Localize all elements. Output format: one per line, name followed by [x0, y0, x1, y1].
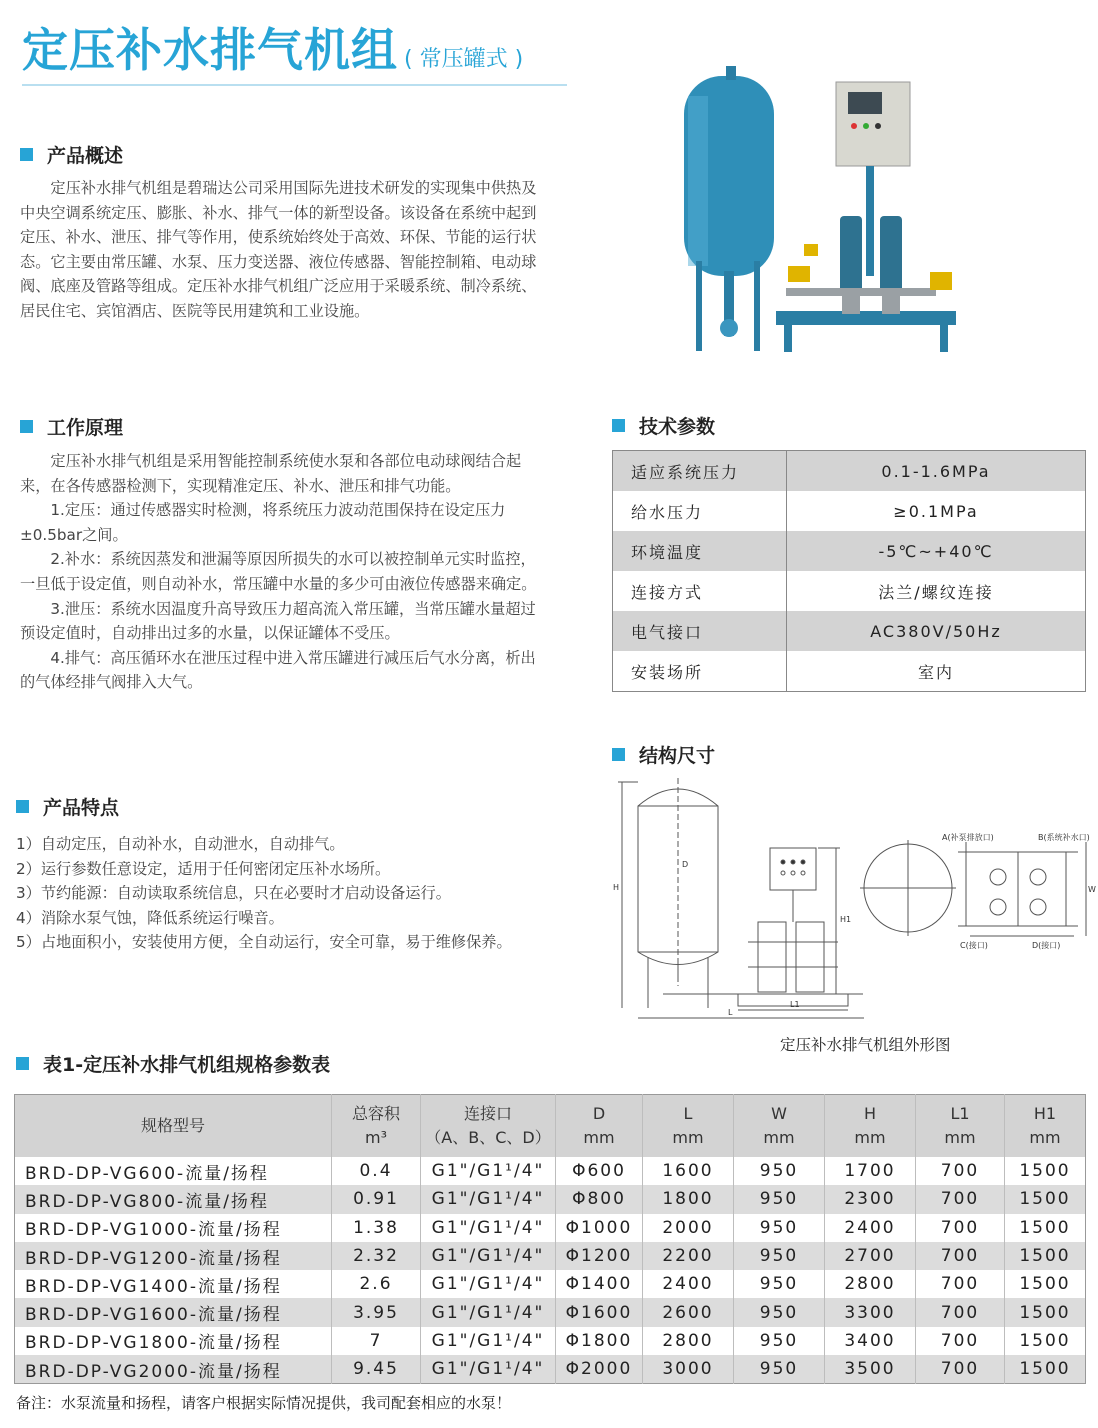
table-cell: 1500: [1005, 1185, 1086, 1213]
table-cell: 1700: [825, 1157, 916, 1185]
tech-value: 室内: [787, 651, 1086, 692]
principle-paragraph: 定压补水排气机组是采用智能控制系统使水泵和各部位电动球阀结合起来，在各传感器检测下，实现精准定压、补水、泄压和排气功能。: [20, 452, 522, 495]
pump-1: [840, 216, 862, 296]
table-cell: G1"/G1¹/4": [421, 1270, 556, 1298]
principle-paragraph: 4.排气：高压循环水在泄压过程中进入常压罐进行减压后气水分离，析出的气体经排气阀排入大气。: [20, 648, 536, 692]
spec-note: 备注：水泵流量和扬程，请客户根据实际情况提供，我司配套相应的水泵！: [16, 1394, 512, 1412]
section-square-icon: [612, 419, 625, 432]
table-cell: 2700: [825, 1242, 916, 1270]
table-cell: 2400: [643, 1270, 734, 1298]
drawing-control-box: [770, 848, 816, 890]
table-cell: 2400: [825, 1214, 916, 1242]
table-cell: 950: [734, 1214, 825, 1242]
overview-paragraph: 定压补水排气机组是碧瑞达公司采用国际先进技术研发的实现集中供热及中央空调系统定压、膨胀、补水、排气一体的新型设备。该设备在系统中起到定压、补水、泄压、排气等作用，使系统始终处于高效、环保、节能的运行状态。它主要由常压罐、水泵、压力变送器、液位传感器、智能控制箱、电动球阀、底座及管路等组成。定压补水排气机组广泛应用于采暖系统、制冷系统、居民住宅、宾馆酒店、医院等民用建筑和工业设施。: [20, 179, 537, 320]
tech-row: [613, 611, 1086, 651]
spec-col-header: L mm: [643, 1095, 734, 1158]
page-title: [22, 20, 523, 90]
principle-heading: [20, 413, 123, 440]
section-square-icon: [612, 748, 625, 761]
table-cell: G1"/G1¹/4": [421, 1185, 556, 1213]
overview-heading: [20, 141, 123, 168]
table-cell: G1"/G1¹/4": [421, 1355, 556, 1384]
table-cell: 1500: [1019, 1274, 1071, 1295]
table-cell: Φ800: [556, 1185, 643, 1213]
table-row: [15, 1355, 1086, 1384]
tech-row: [613, 451, 1086, 492]
table-cell: 1500: [1019, 1330, 1071, 1351]
table-cell: 700: [916, 1270, 1005, 1298]
label-d: D(接口): [1032, 941, 1061, 950]
tech-row: [613, 491, 1086, 531]
section-square-icon: [16, 800, 29, 813]
table-cell: 2800: [643, 1327, 734, 1355]
features-heading: [16, 793, 119, 820]
table-cell: 2800: [825, 1270, 916, 1298]
table-cell: 950: [734, 1355, 825, 1384]
label-h1: H1: [840, 915, 852, 924]
table-cell: 950: [734, 1157, 825, 1185]
table-cell: BRD-DP-VG2000-流量/扬程: [15, 1355, 332, 1384]
table-cell: BRD-DP-VG1200-流量/扬程: [15, 1242, 332, 1270]
label-a: A(补泵排放口): [942, 833, 994, 842]
tech-key: 适应系统压力: [613, 451, 787, 492]
table-cell: 1800: [643, 1185, 734, 1213]
principle-paragraph: 2.补水：系统因蒸发和泄漏等原因所损失的水可以被控制单元实时监控，一旦低于设定值，则自动补水，常压罐中水量的多少可由液位传感器来确定。: [20, 550, 537, 593]
table-cell: BRD-DP-VG800-流量/扬程: [15, 1185, 332, 1213]
table-cell: 3.95: [332, 1298, 421, 1326]
structure-heading: [612, 741, 715, 768]
table-cell: G1"/G1¹/4": [421, 1242, 556, 1270]
product-photo: [676, 66, 976, 362]
table-row: [15, 1185, 1086, 1213]
section-square-icon: [20, 420, 33, 433]
pump-2: [880, 216, 902, 296]
feature-item: 3）节约能源：自动读取系统信息，只在必要时才启动设备运行。: [16, 884, 451, 903]
table-cell: 0.91: [332, 1185, 421, 1213]
table-cell: 2.6: [332, 1270, 421, 1298]
table-cell: BRD-DP-VG1800-流量/扬程: [15, 1327, 332, 1355]
table-cell: G1"/G1¹/4": [421, 1157, 556, 1185]
table-cell: 1500: [1005, 1298, 1086, 1326]
table-cell: BRD-DP-VG1000-流量/扬程: [15, 1214, 332, 1242]
tech-heading: [612, 412, 715, 439]
table-cell: Φ1800: [556, 1327, 643, 1355]
table-cell: Φ1200: [556, 1242, 643, 1270]
table-cell: 700: [916, 1355, 1005, 1384]
table-cell: 3400: [825, 1327, 916, 1355]
tech-key: 电气接口: [613, 611, 787, 651]
table-cell: BRD-DP-VG600-流量/扬程: [15, 1157, 332, 1185]
drawing-pump-1: [758, 922, 786, 992]
label-w: W: [1088, 885, 1096, 894]
table-cell: 950: [734, 1270, 825, 1298]
table-cell: 1500: [1019, 1217, 1071, 1238]
principle-text: [20, 449, 550, 695]
spec-col-header: 总容积 m³: [332, 1095, 421, 1158]
table-cell: 950: [734, 1327, 825, 1355]
label-l1: L1: [790, 1000, 800, 1009]
spec-col-header: D mm: [556, 1095, 643, 1158]
overview-heading-text: 产品概述: [47, 145, 124, 167]
overview-text: [20, 176, 550, 324]
table-row: [15, 1327, 1086, 1355]
page-subtitle: ( 常压罐式 ): [404, 47, 524, 72]
label-h: H: [613, 883, 620, 892]
table-cell: 700: [916, 1242, 1005, 1270]
features-list: [16, 832, 512, 955]
features-heading-text: 产品特点: [43, 797, 120, 819]
table-row: [15, 1270, 1086, 1298]
tech-value: ≥0.1MPa: [787, 491, 1086, 531]
tech-value: -5℃~+40℃: [787, 531, 1086, 571]
tech-key: 安装场所: [613, 651, 787, 692]
table-cell: 700: [916, 1214, 1005, 1242]
tech-value: 0.1-1.6MPa: [787, 451, 1086, 492]
table-cell: 3500: [825, 1355, 916, 1384]
principle-paragraph: 1.定压：通过传感器实时检测，将系统压力波动范围保持在设定压力±0.5bar之间。: [20, 501, 506, 544]
table-cell: 2000: [643, 1214, 734, 1242]
feature-item: 4）消除水泵气蚀，降低系统运行噪音。: [16, 908, 284, 927]
section-square-icon: [16, 1057, 29, 1070]
table-cell: BRD-DP-VG1400-流量/扬程: [15, 1270, 332, 1298]
spec-col-header: 连接口 （A、B、C、D）: [421, 1095, 556, 1158]
spec-heading: [16, 1050, 330, 1077]
label-d-dim: D: [682, 860, 689, 869]
table-cell: 1500: [1005, 1355, 1086, 1384]
table-cell: 1.38: [332, 1214, 421, 1242]
title-underline: [22, 84, 567, 86]
tech-row: [613, 531, 1086, 571]
structure-drawing: [608, 772, 1094, 1028]
table-cell: 2600: [643, 1298, 734, 1326]
feature-item: 5）占地面积小，安装使用方便，全自动运行，安全可靠，易于维修保养。: [16, 933, 512, 952]
spec-col-header: 规格型号: [15, 1095, 332, 1158]
spec-col-header: L1 mm: [916, 1095, 1005, 1158]
table-cell: 700: [916, 1157, 1005, 1185]
table-cell: 9.45: [332, 1355, 421, 1384]
table-cell: 950: [734, 1185, 825, 1213]
table-cell: G1"/G1¹/4": [421, 1298, 556, 1326]
table-cell: 3300: [825, 1298, 916, 1326]
table-cell: 2.32: [332, 1242, 421, 1270]
structure-heading-text: 结构尺寸: [639, 745, 716, 767]
spec-heading-text: 表1-定压补水排气机组规格参数表: [43, 1054, 331, 1076]
tech-row: [613, 571, 1086, 611]
spec-col-header: W mm: [734, 1095, 825, 1158]
tech-params-table: [612, 450, 1086, 692]
table-cell: G1"/G1¹/4": [421, 1327, 556, 1355]
principle-heading-text: 工作原理: [47, 417, 124, 439]
table-cell: 0.4: [332, 1157, 421, 1185]
table-cell: 7: [332, 1327, 421, 1355]
spec-header-row: [15, 1095, 1086, 1158]
table-cell: 1600: [643, 1157, 734, 1185]
spec-table: [14, 1094, 1086, 1384]
label-l: L: [728, 1008, 733, 1017]
table-cell: BRD-DP-VG1600-流量/扬程: [15, 1298, 332, 1326]
tech-key: 环境温度: [613, 531, 787, 571]
table-cell: 700: [916, 1327, 1005, 1355]
table-cell: Φ1600: [556, 1298, 643, 1326]
page-title-text: 定压补水排气机组: [22, 23, 398, 77]
tech-value: AC380V/50Hz: [787, 611, 1086, 651]
table-cell: 2300: [825, 1185, 916, 1213]
tech-row: [613, 651, 1086, 692]
label-b: B(系统补水口): [1038, 833, 1090, 842]
table-cell: 700: [916, 1298, 1005, 1326]
spec-table-body: [15, 1157, 1086, 1384]
table-cell: 700: [916, 1185, 1005, 1213]
table-cell: Φ1400: [556, 1270, 643, 1298]
tech-key: 连接方式: [613, 571, 787, 611]
table-cell: 950: [734, 1242, 825, 1270]
label-c: C(接口): [960, 941, 988, 950]
table-cell: 1500: [1019, 1161, 1071, 1182]
tech-heading-text: 技术参数: [639, 416, 716, 438]
table-row: [15, 1214, 1086, 1242]
structure-caption: 定压补水排气机组外形图: [780, 1036, 951, 1054]
table-cell: 950: [734, 1298, 825, 1326]
tech-value: 法兰/螺纹连接: [787, 571, 1086, 611]
tech-key: 给水压力: [613, 491, 787, 531]
table-cell: G1"/G1¹/4": [421, 1214, 556, 1242]
feature-item: 1）自动定压，自动补水，自动泄水，自动排气。: [16, 835, 345, 853]
table-row: [15, 1242, 1086, 1270]
spec-col-header: H mm: [825, 1095, 916, 1158]
table-cell: Φ600: [556, 1157, 643, 1185]
feature-item: 2）运行参数任意设定，适用于任何密闭定压补水场所。: [16, 859, 391, 878]
table-cell: Φ1000: [556, 1214, 643, 1242]
table-cell: Φ2000: [556, 1355, 643, 1384]
table-cell: 1500: [1005, 1242, 1086, 1270]
spec-col-header: H1 mm: [1005, 1095, 1086, 1158]
section-square-icon: [20, 148, 33, 161]
table-row: [15, 1298, 1086, 1326]
table-cell: 2200: [643, 1242, 734, 1270]
table-row: [15, 1157, 1086, 1185]
principle-paragraph: 3.泄压：系统水因温度升高导致压力超高流入常压罐，当常压罐水量超过预设定值时，自动排出过多的水量，以保证罐体不受压。: [20, 599, 536, 643]
table-cell: 3000: [643, 1355, 734, 1384]
drawing-pump-2: [796, 922, 824, 992]
